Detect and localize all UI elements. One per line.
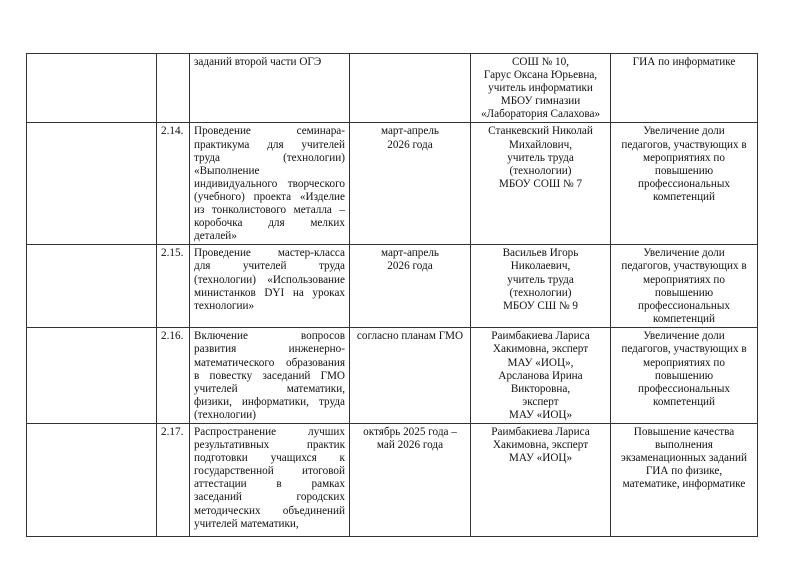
expected-result-line: Увеличение доли — [643, 247, 725, 260]
table-row — [27, 245, 758, 328]
date-line: 2026 года — [387, 138, 433, 151]
expected-result-line: мероприятиях по — [643, 273, 725, 286]
date-line: октябрь 2025 года – — [363, 425, 457, 438]
responsible-line: Николаевич, — [510, 260, 571, 273]
activity-title-line: методических объединений — [194, 504, 345, 517]
responsible-line: МАУ «ИОЦ» — [508, 408, 573, 421]
expected-result-line: повышению — [654, 369, 714, 382]
expected-result-cell — [611, 423, 758, 536]
responsible-line: МБОУ СОШ № 7 — [498, 177, 583, 190]
expected-result-cell — [611, 54, 758, 123]
responsible-line: МБОУ гимназии — [500, 95, 581, 108]
responsible-line: Гарус Оксана Юрьевна, — [483, 69, 598, 82]
expected-result-line: педагогов, участвующих в — [621, 138, 747, 151]
activity-title-line: (технологии) «Использование — [194, 273, 345, 286]
item-number-cell — [157, 54, 190, 123]
expected-result-line: экзаменационных заданий — [621, 452, 747, 465]
expected-result-line: повышению — [654, 164, 714, 177]
expected-result-line: компетенций — [652, 190, 716, 203]
expected-result-line: ГИА по информатике — [632, 56, 736, 68]
expected-result-line: педагогов, участвующих в — [621, 260, 747, 273]
responsible-line: эксперт — [522, 395, 559, 408]
responsible-line: «Лаборатория Салахова» — [480, 108, 601, 121]
activity-title-cell — [190, 328, 350, 424]
table-row — [27, 123, 758, 245]
date-cell — [350, 245, 471, 328]
responsible-line: Раимбакиева Лариса — [491, 425, 590, 438]
activity-title-line: технологии» — [194, 299, 255, 312]
responsible-cell — [471, 123, 611, 245]
responsible-line: (технологии) — [509, 286, 572, 299]
responsible-cell — [471, 328, 611, 424]
activity-title-line: индивидуального творческого — [194, 177, 345, 190]
activity-title-line: математического образования — [194, 356, 345, 369]
activity-title-line: развития инженерно- — [194, 343, 345, 356]
activity-title-line: заседаний городских — [194, 491, 345, 504]
expected-result-cell — [611, 245, 758, 328]
section-cell — [27, 245, 157, 328]
responsible-line: Михайлович, — [508, 138, 573, 151]
expected-result-line: ГИА по физике, — [645, 465, 723, 478]
activity-title-line: труда (технологии) — [194, 151, 345, 164]
activity-title-line: (технологии) — [194, 408, 256, 421]
item-number: 2.16. — [161, 330, 184, 343]
activity-title-line: коробочка для мелких — [194, 217, 345, 230]
activity-title-line: заданий второй части ОГЭ — [194, 56, 322, 68]
date-cell — [350, 54, 471, 123]
activity-title-line: Включение вопросов — [194, 330, 345, 343]
activity-title-line: практикума для учителей — [194, 138, 345, 151]
expected-result-line: Повышение качества — [633, 425, 735, 438]
section-cell — [27, 123, 157, 245]
plan-table — [26, 53, 758, 537]
section-cell — [27, 423, 157, 536]
table-row — [27, 328, 758, 424]
item-number: 2.17. — [161, 425, 184, 438]
expected-result-line: математике, информатике — [622, 478, 746, 491]
expected-result-line: компетенций — [652, 395, 716, 408]
responsible-line: Хакимовна, эксперт — [492, 343, 589, 356]
section-cell — [27, 54, 157, 123]
responsible-line: МБОУ СШ № 9 — [502, 299, 579, 312]
activity-title-cell — [190, 54, 350, 123]
responsible-line: Хакимовна, эксперт — [492, 439, 589, 452]
activity-title-line: министанков DYI на уроках — [194, 286, 345, 299]
activity-title-line: для учителей труда — [194, 260, 345, 273]
responsible-line: Арсланова Ирина — [498, 369, 583, 382]
responsible-line: учитель информатики — [488, 82, 593, 95]
expected-result-line: Увеличение доли — [643, 330, 725, 343]
activity-title-line: деталей» — [194, 230, 237, 243]
responsible-line: Раимбакиева Лариса — [491, 330, 590, 343]
activity-title-line: Проведение семинара- — [194, 125, 345, 138]
responsible-line: учитель труда — [507, 151, 574, 164]
activity-title-cell — [190, 423, 350, 536]
item-number: 2.14. — [161, 125, 184, 138]
activity-title-line: аттестации в рамках — [194, 478, 345, 491]
table-row — [27, 54, 758, 123]
date-cell — [350, 423, 471, 536]
item-number-cell — [157, 328, 190, 424]
responsible-cell — [471, 54, 611, 123]
section-cell — [27, 328, 157, 424]
expected-result-line: педагогов, участвующих в — [621, 343, 747, 356]
expected-result-cell — [611, 328, 758, 424]
responsible-line: СОШ № 10, — [511, 56, 570, 68]
expected-result-line: профессиональных — [637, 299, 730, 312]
expected-result-line: мероприятиях по — [643, 151, 725, 164]
expected-result-line: профессиональных — [637, 177, 730, 190]
responsible-line: (технологии) — [509, 164, 572, 177]
responsible-line: МАУ «ИОЦ», — [507, 356, 574, 369]
activity-title-line: из тонколистового металла – — [194, 204, 345, 217]
item-number-cell — [157, 245, 190, 328]
activity-title-line: подготовки учащихся к — [194, 452, 345, 465]
date-cell — [350, 328, 471, 424]
activity-title-line: «Выполнение — [194, 164, 260, 177]
activity-title-cell — [190, 123, 350, 245]
item-number: 2.15. — [161, 247, 184, 260]
activity-title-line: учителей математики, — [194, 517, 299, 530]
expected-result-line: Увеличение доли — [643, 125, 725, 138]
activity-title-line: (учебного) проекта «Изделие — [194, 190, 345, 203]
activity-title-line: Проведение мастер-класса — [194, 247, 345, 260]
responsible-line: Викторовна, — [510, 382, 571, 395]
activity-title-line: в повестку заседаний ГМО — [194, 369, 345, 382]
activity-title-line: физики, информатики, труда — [194, 395, 345, 408]
expected-result-line: компетенций — [652, 312, 716, 325]
responsible-cell — [471, 245, 611, 328]
responsible-line: Васильев Игорь — [502, 247, 579, 260]
activity-title-line: результативных практик — [194, 439, 345, 452]
date-line: май 2026 года — [376, 439, 444, 452]
date-line: согласно планам ГМО — [356, 330, 464, 343]
activity-title-line: государственной итоговой — [194, 465, 345, 478]
date-line: март-апрель — [380, 125, 440, 138]
responsible-cell — [471, 423, 611, 536]
date-cell — [350, 123, 471, 245]
expected-result-line: профессиональных — [637, 382, 730, 395]
date-line: март-апрель — [380, 247, 440, 260]
responsible-line: учитель труда — [507, 273, 574, 286]
expected-result-line: выполнения — [655, 439, 713, 452]
item-number-cell — [157, 123, 190, 245]
activity-title-line: учителей математики, — [194, 382, 345, 395]
table-row — [27, 423, 758, 536]
date-line: 2026 года — [387, 260, 433, 273]
responsible-line: Станкевский Николай — [488, 125, 593, 138]
expected-result-line: повышению — [654, 286, 714, 299]
activity-title-line: Распространение лучших — [194, 425, 345, 438]
expected-result-line: мероприятиях по — [643, 356, 725, 369]
responsible-line: МАУ «ИОЦ» — [508, 452, 573, 465]
item-number-cell — [157, 423, 190, 536]
activity-title-cell — [190, 245, 350, 328]
expected-result-cell — [611, 123, 758, 245]
